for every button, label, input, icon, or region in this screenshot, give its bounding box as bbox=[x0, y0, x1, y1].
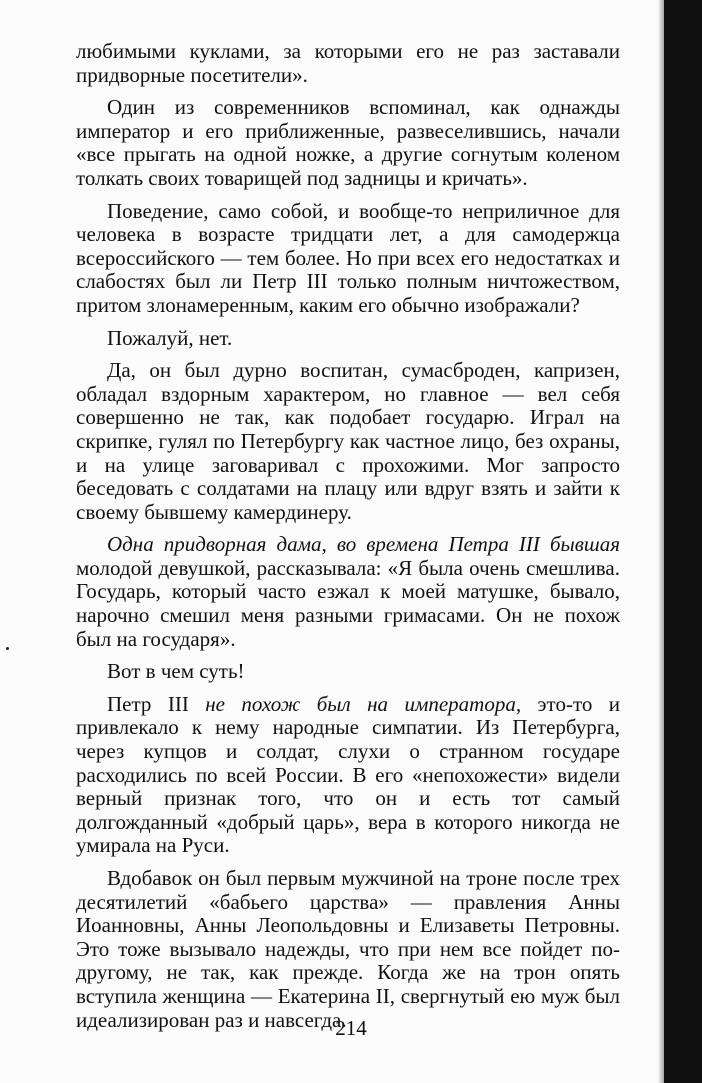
body-text bbox=[76, 40, 620, 1032]
paragraph-6-rest: молодой девушкой, рассказывала: «Я была очень смешлива. Государь, который часто езжал к моей матушке, бывало, нарочно смешил меня разными гримасами. Он не похож был на государя». bbox=[76, 555, 620, 651]
paragraph-3: Поведение, само собой, и вообще-то неприличное для человека в возрасте тридцати лет, а для самодержца всероссийского — тем более. Но при всех его недостатках и слабостях был ли Петр III только полным ничтожеством, притом злонамеренным, каким его обычно изображали? bbox=[76, 198, 620, 317]
paragraph-6-italic: Одна придворная дама, во времена Петра III бывшая bbox=[107, 532, 620, 557]
paragraph-5: Да, он был дурно воспитан, сумасброден, капризен, обладал вздорным характером, но главное — вел себя совершенно не так, как подобает государю. Играл на скрипке, гулял по Петербургу как частное лицо, без охраны, и на улице заговаривал с прохожими. Мог запросто беседовать с солдатами на плацу или вдруг взять и зайти к своему бывшему камердинеру. bbox=[76, 358, 620, 524]
paragraph-6 bbox=[76, 533, 620, 651]
paragraph-9: Вдобавок он был первым мужчиной на троне после трех десятилетий «бабьего царства» — правления Анны Иоанновны, Анны Леопольдовны и Елизаветы Петровны. Это тоже вызывало надежды, что при нем все пойдет по-другому, не так, как прежде. Когда же на трон опять вступила женщина — Екатерина II, свергнутый ею муж был идеализирован раз и навсегда. bbox=[76, 866, 620, 1032]
paragraph-1: любимыми куклами, за которыми его не раз заставали придворные посетители». bbox=[76, 39, 620, 87]
page-number: 214 bbox=[335, 1016, 367, 1040]
paragraph-8-before: Петр III bbox=[107, 691, 206, 716]
paragraph-8 bbox=[76, 693, 620, 858]
paragraph-8-after: это-то и привлекало к нему народные симпатии. Из Петербурга, через купцов и солдат, слухи о странном государе расходились по всей России. В его «непохожести» видели верный признак того, что он и есть тот самый долгожданный «добрый царь», вера в которого никогда не умирала на Руси. bbox=[76, 691, 621, 858]
paragraph-2: Один из современников вспоминал, как однажды император и его приближенные, развеселившись, начали «все прыгать на одной ножке, а другие согнутым коленом толкать своих товарищей под задницы и кричать». bbox=[76, 95, 620, 190]
paragraph-7: Вот в чем суть! bbox=[107, 659, 245, 684]
paragraph-4: Пожалуй, нет. bbox=[107, 325, 233, 350]
paragraph-8-italic: не похож был на императора, bbox=[205, 691, 522, 716]
scan-speck bbox=[6, 647, 9, 650]
scan-dark-edge bbox=[664, 0, 702, 1083]
